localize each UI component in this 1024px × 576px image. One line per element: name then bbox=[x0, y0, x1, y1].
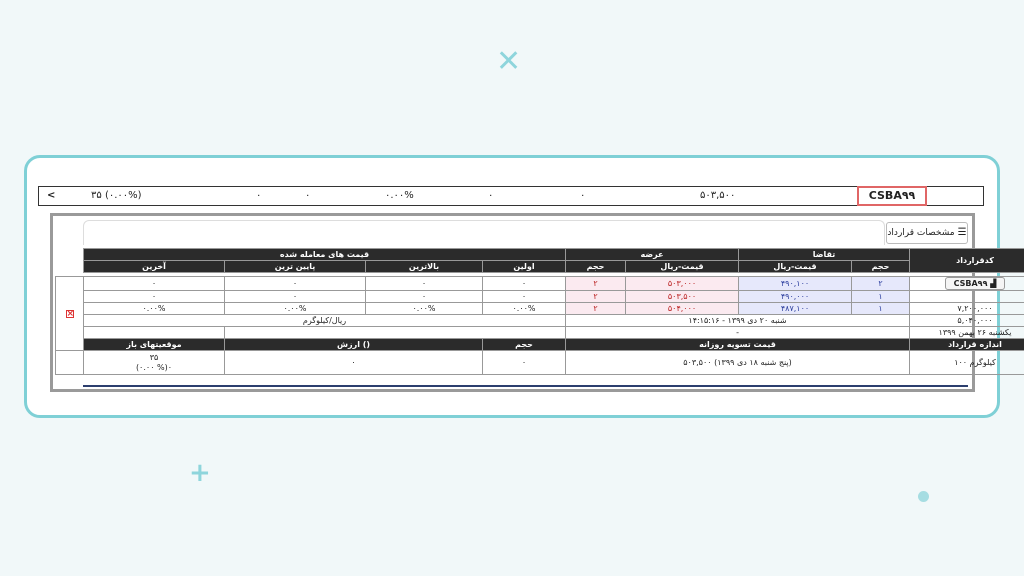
symbol-button-label: CSBA۹۹ bbox=[953, 279, 988, 288]
ask-volume[interactable]: ۲ bbox=[566, 291, 626, 303]
lowest-pct: ۰.۰۰% bbox=[225, 303, 366, 315]
empty-cell bbox=[84, 327, 225, 339]
ticker-value-3: ۰ bbox=[488, 190, 494, 201]
symbol-ticker-bar[interactable] bbox=[38, 186, 984, 206]
contract-specs-button[interactable] bbox=[886, 222, 968, 244]
ask-price[interactable]: ۵۰۴,۰۰۰ bbox=[626, 303, 739, 315]
highest-price: ۰ bbox=[366, 277, 483, 291]
last-header: آخرین bbox=[84, 261, 225, 273]
ask-volume-header: حجم bbox=[566, 261, 626, 273]
highest-pct: ۰.۰۰% bbox=[366, 303, 483, 315]
open-interest-value: ۵,۰۴۰,۰۰۰ bbox=[910, 315, 1024, 327]
bid-volume[interactable]: ۱ bbox=[852, 291, 910, 303]
open-positions-pct: (۰.۰۰ %)۰ bbox=[135, 362, 173, 372]
first-price-row2: ۰ bbox=[483, 291, 566, 303]
empty-cell bbox=[225, 327, 566, 339]
spacer bbox=[56, 249, 84, 261]
ticker-price: ۵۰۳,۵۰۰ bbox=[700, 190, 736, 201]
table-row bbox=[56, 291, 1024, 303]
contract-date: یکشنبه ۲۶ بهمن ۱۳۹۹ bbox=[910, 327, 1024, 339]
decorative-x-icon: ✕ bbox=[496, 44, 522, 79]
chart-icon: ▟ bbox=[990, 279, 997, 288]
lowest-price-row2: ۰ bbox=[225, 291, 366, 303]
table-row bbox=[56, 315, 1024, 327]
last-price: ۰ bbox=[84, 277, 225, 291]
symbol-button[interactable] bbox=[945, 277, 1006, 290]
settlement-header: قیمت تسویه روزانه bbox=[566, 339, 910, 351]
ask-volume[interactable]: ۲ bbox=[566, 277, 626, 291]
traded-prices-header: قیمت های معامله شده bbox=[84, 249, 566, 261]
orderbook-table bbox=[55, 248, 1024, 375]
bid-header: تقاضا bbox=[739, 249, 910, 261]
ticker-arrow-icon[interactable]: < bbox=[47, 190, 56, 201]
bid-price[interactable]: ۴۹۰,۰۰۰ bbox=[739, 291, 852, 303]
settlement-price: ۵۰۳,۵۰۰ (پنج شنبه ۱۸ دی ۱۳۹۹) bbox=[566, 351, 910, 375]
ask-volume[interactable]: ۲ bbox=[566, 303, 626, 315]
list-icon: ☰ bbox=[957, 227, 967, 238]
bid-volume[interactable]: ۲ bbox=[852, 277, 910, 291]
highest-header: بالاترین bbox=[366, 261, 483, 273]
footer-value: ۰ bbox=[225, 351, 483, 375]
table-row bbox=[56, 327, 1024, 339]
first-pct: ۰.۰۰% bbox=[483, 303, 566, 315]
highest-price-row2: ۰ bbox=[366, 291, 483, 303]
ask-price[interactable]: ۵۰۳,۵۰۰ bbox=[626, 291, 739, 303]
footer-volume-header: حجم bbox=[483, 339, 566, 351]
value-header: ارزش () bbox=[225, 339, 483, 351]
open-positions: ۳۵ bbox=[149, 352, 159, 362]
last-price-row2: ۰ bbox=[84, 291, 225, 303]
lowest-header: پایین ترین bbox=[225, 261, 366, 273]
spacer bbox=[56, 351, 84, 375]
footer-volume: ۰ bbox=[483, 351, 566, 375]
table-row bbox=[56, 303, 1024, 315]
ask-price[interactable]: ۵۰۳,۰۰۰ bbox=[626, 277, 739, 291]
lowest-price: ۰ bbox=[225, 277, 366, 291]
ticker-position-value: ۳۵ bbox=[91, 190, 102, 201]
ticker-value-2: ۰ bbox=[305, 190, 311, 201]
ticker-open-positions bbox=[91, 190, 142, 201]
symbol-cell bbox=[910, 277, 1024, 291]
bid-volume-header: حجم bbox=[852, 261, 910, 273]
ticker-change-pct: ۰.۰۰% bbox=[385, 190, 414, 201]
bid-price[interactable]: ۴۹۰,۱۰۰ bbox=[739, 277, 852, 291]
delete-icon[interactable]: × bbox=[66, 309, 75, 319]
bid-price-header: قیمت-ریال bbox=[739, 261, 852, 273]
open-positions-header: موقعیتهای باز bbox=[84, 339, 225, 351]
empty-cell bbox=[910, 291, 1024, 303]
ticker-symbol[interactable]: CSBA۹۹ bbox=[857, 186, 927, 206]
decorative-plus-icon: + bbox=[189, 458, 211, 488]
last-trade-time: شنبه ۲۰ دی ۱۳۹۹ - ۱۴:۱۵:۱۶ bbox=[566, 315, 910, 327]
contract-code-header: کدقرارداد bbox=[910, 249, 1024, 273]
ask-header: عرضه bbox=[566, 249, 739, 261]
panel-header-box bbox=[83, 220, 885, 245]
bid-price[interactable]: ۴۸۷,۱۰۰ bbox=[739, 303, 852, 315]
market-watch-panel bbox=[50, 213, 1012, 392]
table-row bbox=[56, 277, 1024, 291]
dash-cell: - bbox=[566, 327, 910, 339]
delete-cell bbox=[56, 277, 84, 351]
contract-size-header: اندازه قرارداد bbox=[910, 339, 1024, 351]
first-header: اولین bbox=[483, 261, 566, 273]
ask-price-header: قیمت-ریال bbox=[626, 261, 739, 273]
bid-volume[interactable]: ۱ bbox=[852, 303, 910, 315]
contract-specs-label: مشخصات قرارداد bbox=[887, 228, 955, 238]
decorative-dot bbox=[918, 491, 929, 502]
ticker-position-pct: (۰.۰۰%) bbox=[104, 190, 142, 201]
price-unit: ریال/کیلوگرم bbox=[84, 315, 566, 327]
contract-size: ۱۰۰ کیلوگرم bbox=[910, 351, 1024, 375]
ticker-value-1: ۰ bbox=[256, 190, 262, 201]
last-pct: ۰.۰۰% bbox=[84, 303, 225, 315]
ticker-value-4: ۰ bbox=[580, 190, 586, 201]
divider-line bbox=[83, 385, 968, 387]
open-positions-cell bbox=[84, 351, 225, 375]
contract-value: ۷,۲۰۰,۰۰۰ bbox=[910, 303, 1024, 315]
spacer bbox=[56, 261, 84, 273]
table-row bbox=[56, 351, 1024, 375]
first-price: ۰ bbox=[483, 277, 566, 291]
